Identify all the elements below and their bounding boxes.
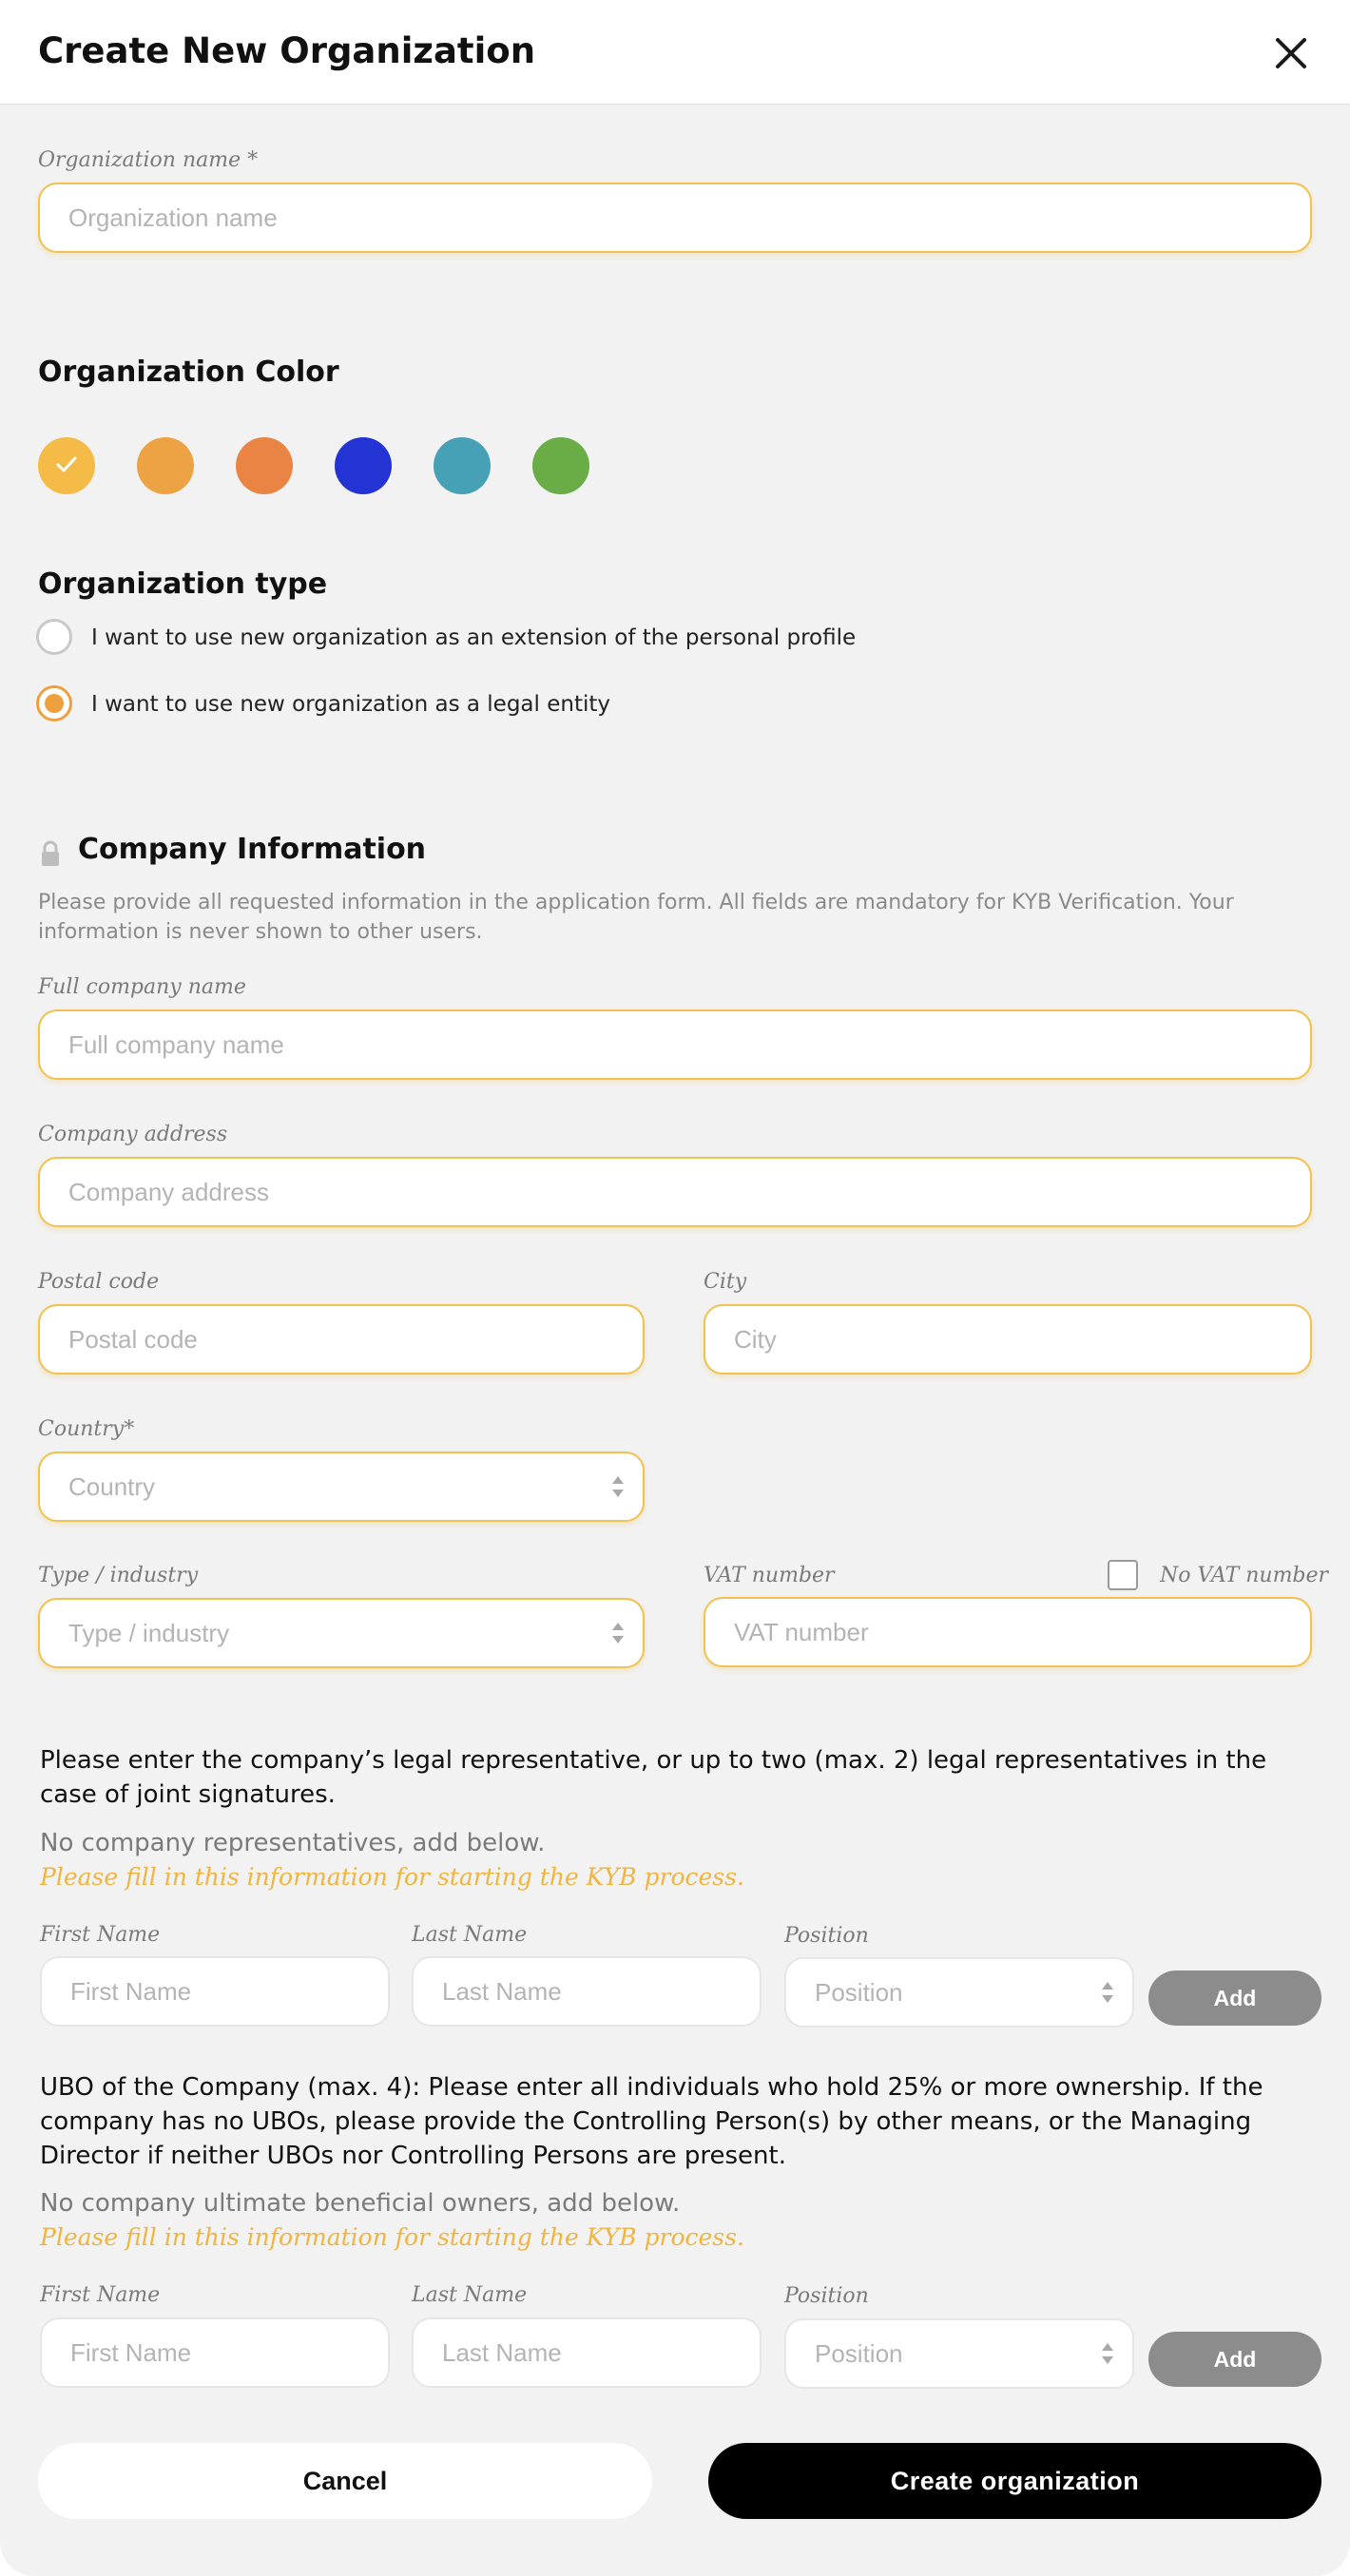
no-vat-label: No VAT number [1160, 1564, 1329, 1587]
rep-last-name-input[interactable] [412, 1956, 762, 2027]
country-select[interactable] [38, 1451, 645, 1522]
checkmark-icon [54, 454, 79, 475]
dialog-title: Create New Organization [38, 30, 536, 71]
radio-extension-label: I want to use new organization as an extension of the personal profile [91, 625, 857, 650]
ubo-position-select-value: Position [815, 2338, 903, 2368]
vat-number-input[interactable] [704, 1597, 1312, 1667]
city-input[interactable] [704, 1304, 1312, 1375]
ubo-position-label: Position [784, 2284, 869, 2308]
add-ubo-button[interactable]: Add [1148, 2332, 1321, 2387]
create-organization-button[interactable]: Create organization [708, 2443, 1321, 2519]
select-arrows-icon [610, 1620, 626, 1646]
rep-first-name-label: First Name [40, 1923, 161, 1947]
industry-select-value: Type / industry [68, 1618, 230, 1647]
ubo-intro: UBO of the Company (max. 4): Please enter all individuals who hold 25% or more ownership. If the company has no UBOs, please provide the Controlling Person(s) by other means, or the Managing Director if neither UBOs nor Controlling Persons are present. [40, 2073, 1263, 2170]
ubo-empty-text: No company ultimate beneficial owners, add below. [40, 2189, 681, 2218]
full-company-name-label: Full company name [38, 975, 246, 999]
company-information-description: Please provide all requested information in the application form. All fields are mandatory for KYB Verification. Your information is never shown to other users. [38, 891, 1234, 944]
rep-position-select[interactable] [784, 1957, 1134, 2028]
color-swatch-green[interactable] [532, 437, 589, 494]
add-representative-button[interactable]: Add [1148, 1970, 1321, 2026]
color-swatch-orange[interactable] [236, 437, 293, 494]
ubo-first-name-input[interactable] [40, 2317, 390, 2388]
color-swatch-blue[interactable] [335, 437, 392, 494]
ubo-position-select[interactable] [784, 2318, 1134, 2389]
color-swatch-light-orange[interactable] [137, 437, 194, 494]
full-company-name-input[interactable] [38, 1009, 1312, 1080]
city-label: City [704, 1270, 747, 1294]
no-vat-checkbox[interactable] [1108, 1560, 1138, 1590]
radio-legal-entity-label: I want to use new organization as a legal entity [91, 692, 610, 717]
ubo-last-name-input[interactable] [412, 2317, 762, 2388]
radio-extension-personal-profile[interactable] [36, 619, 72, 655]
company-address-input[interactable] [38, 1157, 1312, 1227]
industry-select[interactable] [38, 1598, 645, 1668]
organization-name-label: Organization name * [38, 148, 259, 172]
radio-legal-entity[interactable] [36, 685, 72, 721]
color-swatch-teal[interactable] [434, 437, 491, 494]
rep-last-name-label: Last Name [412, 1923, 528, 1947]
vat-number-label: VAT number [704, 1564, 835, 1587]
organization-color-title: Organization Color [38, 356, 339, 389]
postal-code-label: Postal code [38, 1270, 160, 1294]
postal-code-input[interactable] [38, 1304, 645, 1375]
industry-label: Type / industry [38, 1564, 199, 1587]
dialog-header [0, 0, 1350, 105]
representatives-intro: Please enter the company’s legal representative, or up to two (max. 2) legal representatives in the case of joint signatures. [40, 1746, 1267, 1809]
representatives-empty-text: No company representatives, add below. [40, 1829, 546, 1857]
cancel-button[interactable]: Cancel [38, 2443, 652, 2519]
select-arrows-icon [1100, 2340, 1115, 2367]
company-address-label: Company address [38, 1123, 228, 1146]
ubo-last-name-label: Last Name [412, 2283, 528, 2307]
select-arrows-icon [610, 1473, 626, 1500]
lock-icon [40, 840, 61, 867]
organization-type-title: Organization type [38, 567, 328, 601]
ubo-first-name-label: First Name [40, 2283, 161, 2307]
rep-position-label: Position [784, 1924, 869, 1948]
select-arrows-icon [1100, 1979, 1115, 2006]
close-icon[interactable] [1270, 32, 1312, 74]
organization-name-input[interactable] [38, 183, 1312, 253]
rep-position-select-value: Position [815, 1977, 903, 2007]
ubo-hint: Please fill in this information for starting the KYB process. [40, 2223, 744, 2251]
country-select-value: Country [68, 1471, 156, 1501]
representatives-hint: Please fill in this information for starting the KYB process. [40, 1863, 744, 1891]
rep-first-name-input[interactable] [40, 1956, 390, 2027]
company-information-title: Company Information [78, 833, 427, 866]
country-label: Country* [38, 1417, 135, 1441]
color-swatch-yellow[interactable] [38, 437, 95, 494]
